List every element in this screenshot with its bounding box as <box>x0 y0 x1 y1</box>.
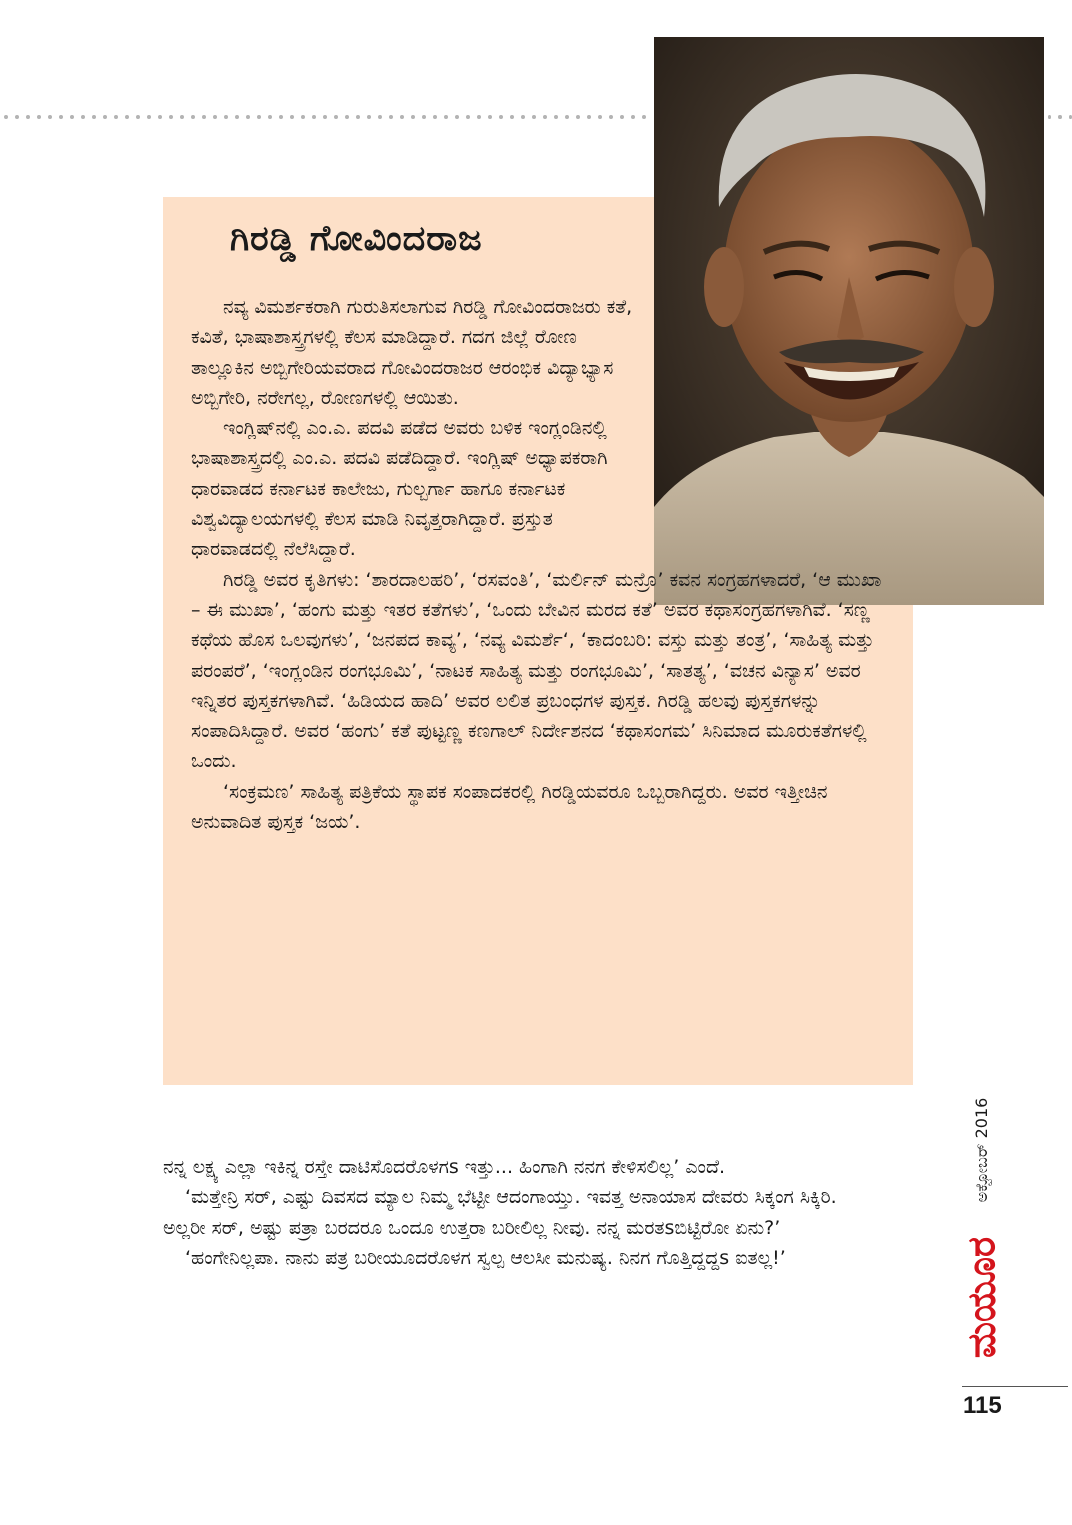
divider-dot <box>554 115 558 119</box>
divider-dot <box>48 115 52 119</box>
divider-dot <box>202 115 206 119</box>
divider-dot <box>257 115 261 119</box>
divider-dot <box>356 115 360 119</box>
bio-paragraph-2: ಇಂಗ್ಲಿಷ್‌ನಲ್ಲಿ ಎಂ.ಎ. ಪದವಿ ಪಡೆದ ಅವರು ಬಳಿಕ ಇಂಗ್ಲಂಡಿನಲ್ಲಿ ಭಾಷಾಶಾಸ್ತ್ರದಲ್ಲಿ ಎಂ.ಎ. ಪದವಿ ಪಡೆದಿದ್ದಾರೆ. ಇಂಗ್ಲಿಷ್ ಅಧ್ಯಾಪಕರಾಗಿ ಧಾರವಾಡದ ಕರ್ನಾಟಕ ಕಾಲೇಜು, ಗುಲ್ಬರ್ಗಾ ಹಾಗೂ ಕರ್ನಾಟಕ ವಿಶ್ವವಿದ್ಯಾಲಯಗಳಲ್ಲಿ ಕೆಲಸ ಮಾಡಿ ನಿವೃತ್ತರಾಗಿದ್ದಾರೆ. ಪ್ರಸ್ತುತ ಧಾರವಾಡದಲ್ಲಿ ನೆಲೆಸಿದ್ದಾರೆ. <box>191 417 608 561</box>
story-paragraph-1: ನನ್ನ ಲಕ್ಷ್ಯ ಎಲ್ಲಾ ಇಕಿನ್ನ ರಸ್ತೇ ದಾಟಿಸೊದರೊಳಗs ಇತ್ತು... ಹಿಂಗಾಗಿ ನನಗ ಕೇಳಿಸಲಿಲ್ಲ’ ಎಂದೆ. <box>163 1156 726 1178</box>
divider-dot <box>301 115 305 119</box>
divider-dot <box>312 115 316 119</box>
divider-dot <box>565 115 569 119</box>
bio-paragraph-3: ಗಿರಡ್ಡಿ ಅವರ ಕೃತಿಗಳು: ‘ಶಾರದಾಲಹರಿ’, ‘ರಸವಂತಿ’, ‘ಮರ್ಲಿನ್ ಮನ್ರೊ’ ಕವನ ಸಂಗ್ರಹಗಳಾದರೆ, ‘ಆ ಮುಖಾ – ಈ ಮುಖಾ’, ‘ಹಂಗು ಮತ್ತು ಇತರ ಕತೆಗಳು’, ‘ಒಂದು ಬೇವಿನ ಮರದ ಕತೆ’ ಅವರ ಕಥಾಸಂಗ್ರಹಗಳಾಗಿವೆ. ‘ಸಣ್ಣ ಕಥೆಯ ಹೊಸ ಒಲವುಗಳು’, ‘ಜನಪದ ಕಾವ್ಯ’, ‘ನವ್ಯ ವಿಮರ್ಶೆ‘, ‘ಕಾದಂಬರಿ: ವಸ್ತು ಮತ್ತು ತಂತ್ರ’, ‘ಸಾಹಿತ್ಯ ಮತ್ತು ಪರಂಪರೆ’, ‘ಇಂಗ್ಲಂಡಿನ ರಂಗಭೂಮಿ’, ‘ನಾಟಕ ಸಾಹಿತ್ಯ ಮತ್ತು ರಂಗಭೂಮಿ’, ‘ಸಾತತ್ಯ’, ‘ವಚನ ವಿನ್ಯಾಸ’ ಅವರ ಇನ್ನಿತರ ಪುಸ್ತಕಗಳಾಗಿವೆ. ‘ಹಿಡಿಯದ ಹಾದಿ’ ಅವರ ಲಲಿತ ಪ್ರಬಂಧಗಳ ಪುಸ್ತಕ. ಗಿರಡ್ಡಿ ಹಲವು ಪುಸ್ತಕಗಳನ್ನು ಸಂಪಾದಿಸಿದ್ದಾರೆ. ಅವರ ‘ಹಂಗು’ ಕತೆ ಪುಟ್ಟಣ್ಣ ಕಣಗಾಲ್ ನಿರ್ದೇಶನದ ‘ಕಥಾಸಂಗಮ’ ಸಿನಿಮಾದ ಮೂರುಕತೆಗಳಲ್ಲಿ ಒಂದು. <box>191 568 882 773</box>
divider-dot <box>169 115 173 119</box>
divider-dot <box>543 115 547 119</box>
magazine-sidebar <box>955 1080 1010 1380</box>
divider-dot <box>136 115 140 119</box>
story-paragraph-2: ‘ಮತ್ತೇನ್ರಿ ಸರ್, ಎಷ್ಟು ದಿವಸದ ಮ್ಯಾಲ ನಿಮ್ಮ ಭೆಟ್ಟೀ ಆದಂಗಾಯ್ತು. ಇವತ್ತ ಅನಾಯಾಸ ದೇವರು ಸಿಕ್ಕಂಗ ಸಿಕ್ಕಿರಿ. ಅಲ್ಲರೀ ಸರ್, ಅಷ್ಟು ಪತ್ರಾ ಬರದರೂ ಒಂದೂ ಉತ್ತರಾ ಬರೀಲಿಲ್ಲ ನೀವು. ನನ್ನ ಮರತsಬಿಟ್ಟಿರೋ ಏನು?’ <box>163 1186 837 1239</box>
issue-date: ಅಕ್ಟೋಬರ್ 2016 <box>972 1097 991 1203</box>
magazine-logo: ಮಯೂರ <box>959 1236 1004 1359</box>
divider-dot <box>433 115 437 119</box>
divider-dot <box>114 115 118 119</box>
divider-dot <box>466 115 470 119</box>
divider-dot <box>158 115 162 119</box>
divider-dot <box>400 115 404 119</box>
divider-dot <box>576 115 580 119</box>
article-body <box>191 292 891 837</box>
divider-dot <box>59 115 63 119</box>
divider-dot <box>488 115 492 119</box>
bio-paragraph-1: ನವ್ಯ ವಿಮರ್ಶಕರಾಗಿ ಗುರುತಿಸಲಾಗುವ ಗಿರಡ್ಡಿ ಗೋವಿಂದರಾಜರು ಕತೆ, ಕವಿತೆ, ಭಾಷಾಶಾಸ್ತ್ರಗಳಲ್ಲಿ ಕೆಲಸ ಮಾಡಿದ್ದಾರೆ. ಗದಗ ಜಿಲ್ಲೆ ರೋಣ ತಾಲ್ಲೂಕಿನ ಅಬ್ಬಿಗೇರಿಯವರಾದ ಗೋವಿಂದರಾಜರ ಆರಂಭಿಕ ವಿದ್ಯಾಭ್ಯಾಸ ಅಬ್ಬಿಗೇರಿ, ನರೇಗಲ್ಲ, ರೋಣಗಳಲ್ಲಿ ಆಯಿತು. <box>191 296 633 409</box>
divider-dot <box>642 115 646 119</box>
divider-dot <box>422 115 426 119</box>
divider-dot <box>103 115 107 119</box>
divider-dot <box>620 115 624 119</box>
divider-dot <box>290 115 294 119</box>
divider-dot <box>345 115 349 119</box>
divider-dot <box>147 115 151 119</box>
divider-dot <box>15 115 19 119</box>
divider-dot <box>411 115 415 119</box>
dotted-divider-right <box>1048 115 1072 123</box>
footer-rule <box>962 1386 1068 1387</box>
dotted-divider-left <box>4 115 652 123</box>
divider-dot <box>1058 115 1061 119</box>
divider-dot <box>455 115 459 119</box>
divider-dot <box>378 115 382 119</box>
divider-dot <box>631 115 635 119</box>
divider-dot <box>70 115 74 119</box>
divider-dot <box>268 115 272 119</box>
divider-dot <box>26 115 30 119</box>
divider-dot <box>92 115 96 119</box>
divider-dot <box>510 115 514 119</box>
divider-dot <box>1069 115 1072 119</box>
bio-paragraph-4: ‘ಸಂಕ್ರಮಣ’ ಸಾಹಿತ್ಯ ಪತ್ರಿಕೆಯ ಸ್ಥಾಪಕ ಸಂಪಾದಕರಲ್ಲಿ ಗಿರಡ್ಡಿಯವರೂ ಒಬ್ಬರಾಗಿದ್ದರು. ಅವರ ಇತ್ತೀಚಿನ ಅನುವಾದಿತ ಪುಸ್ತಕ ‘ಜಯ’. <box>191 780 828 834</box>
divider-dot <box>389 115 393 119</box>
divider-dot <box>587 115 591 119</box>
story-text <box>163 1152 863 1273</box>
divider-dot <box>477 115 481 119</box>
divider-dot <box>224 115 228 119</box>
divider-dot <box>235 115 239 119</box>
divider-dot <box>180 115 184 119</box>
divider-dot <box>213 115 217 119</box>
divider-dot <box>334 115 338 119</box>
divider-dot <box>191 115 195 119</box>
divider-dot <box>37 115 41 119</box>
divider-dot <box>367 115 371 119</box>
divider-dot <box>598 115 602 119</box>
divider-dot <box>444 115 448 119</box>
story-paragraph-3: ‘ಹಂಗೇನಿಲ್ಲಪಾ. ನಾನು ಪತ್ರ ಬರೀಯೂದರೊಳಗ ಸ್ವಲ್ಪ ಆಲಸೀ ಮನುಷ್ಯ. ನಿನಗ ಗೊತ್ತಿದ್ದದ್ದs ಐತಲ್ಲ!’ <box>185 1246 786 1269</box>
divider-dot <box>609 115 613 119</box>
divider-dot <box>323 115 327 119</box>
divider-dot <box>246 115 250 119</box>
divider-dot <box>499 115 503 119</box>
divider-dot <box>1048 115 1051 119</box>
divider-dot <box>521 115 525 119</box>
divider-dot <box>125 115 129 119</box>
page-number: 115 <box>963 1392 1002 1419</box>
divider-dot <box>81 115 85 119</box>
article-title: ಗಿರಡ್ಡಿ ಗೋವಿಂದರಾಜ <box>230 219 483 259</box>
divider-dot <box>532 115 536 119</box>
divider-dot <box>4 115 8 119</box>
divider-dot <box>279 115 283 119</box>
